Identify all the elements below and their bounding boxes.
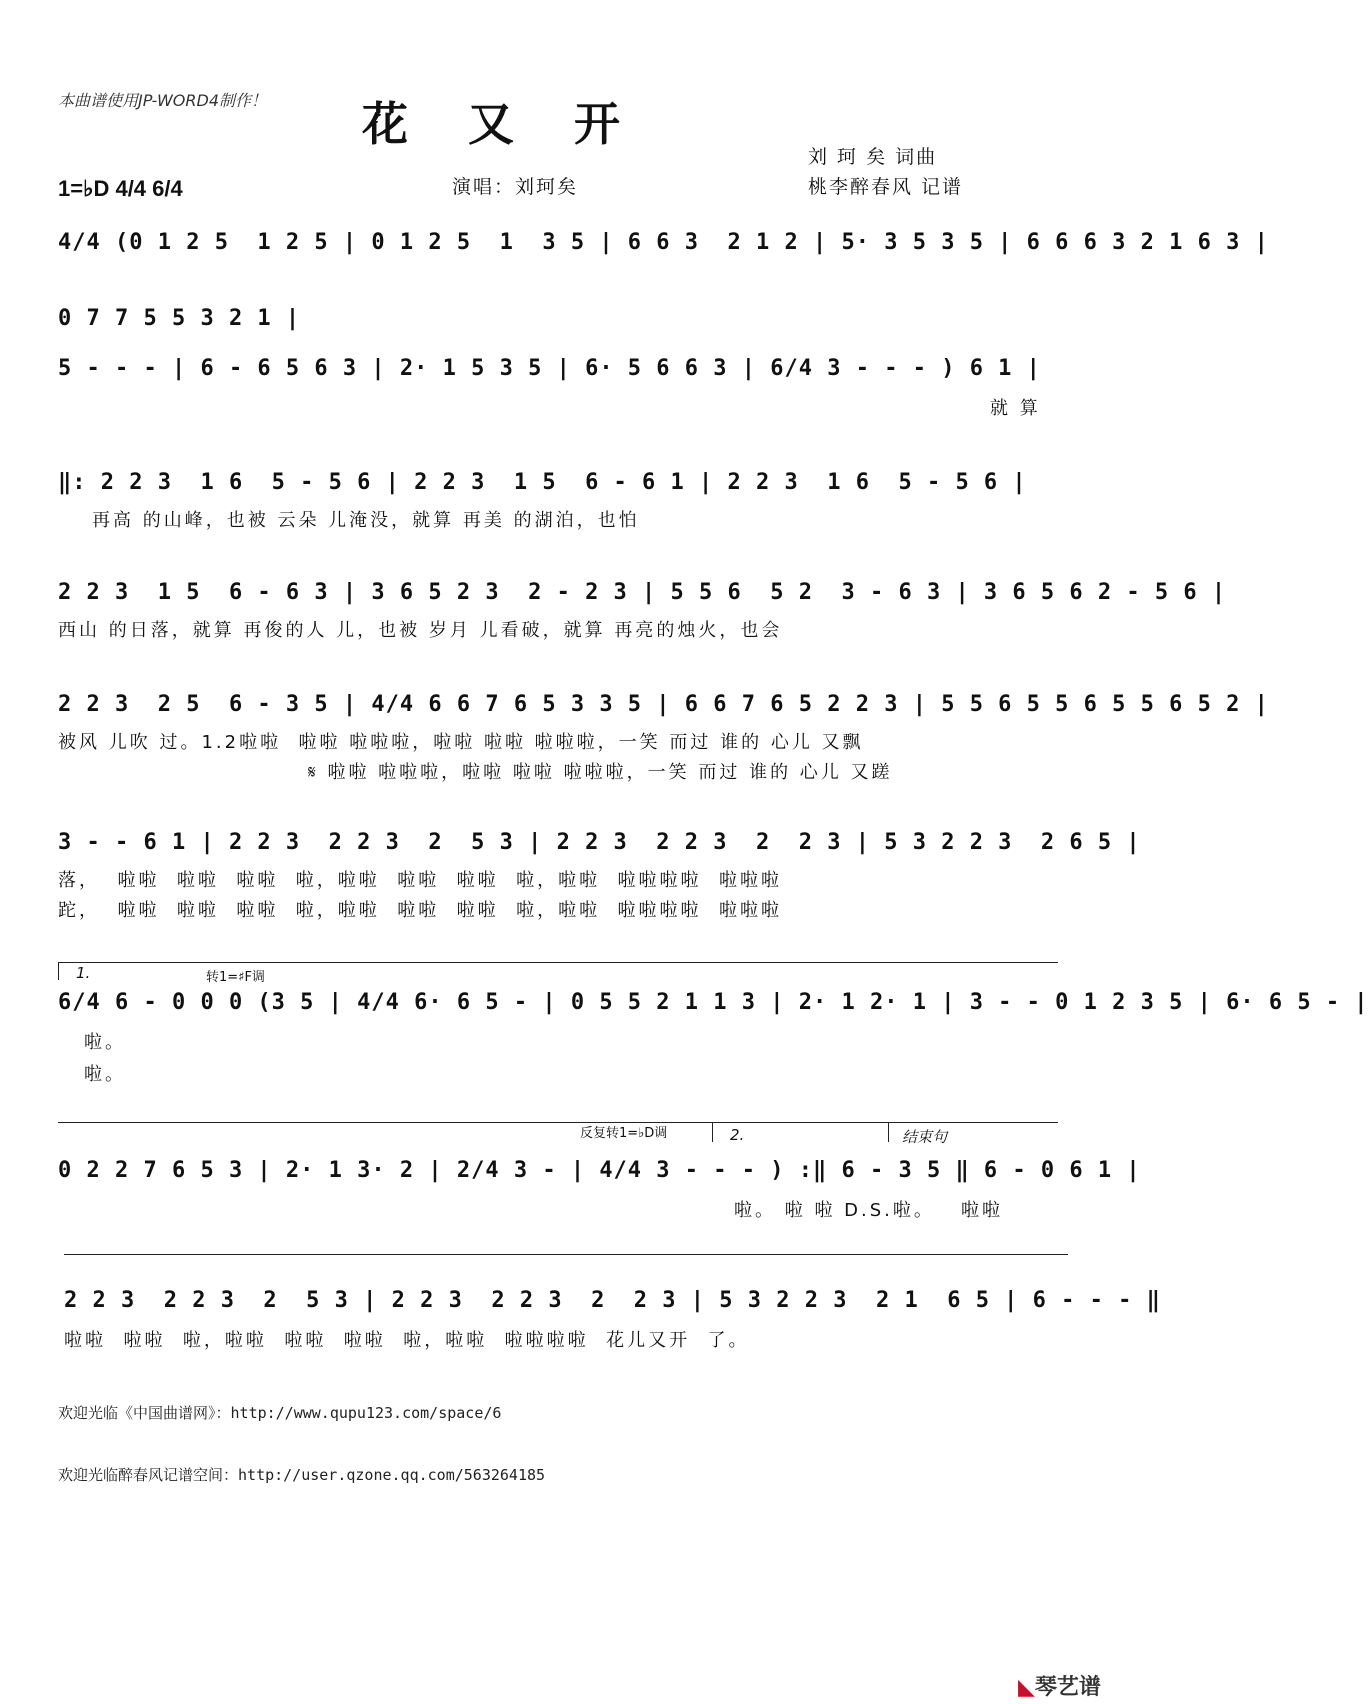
notation-system-9: 0 2 2 7 6 5 3 | 2· 1 3· 2 | 2/4 3 - | 4/4 3 - - - ) :‖ 6 - 3 5 ‖ 6 - 0 6 1 | bbox=[58, 1158, 1141, 1183]
lyric-line: 就 算 bbox=[990, 398, 1041, 419]
system-rule bbox=[64, 1254, 1068, 1255]
site-logo bbox=[1018, 1670, 1101, 1701]
footer-link-qzone[interactable]: 欢迎光临醉春风记谱空间：http://user.qzone.qq.com/563264185 bbox=[58, 1466, 546, 1484]
notation-system-4: ‖: 2 2 3 1 6 5 - 5 6 | 2 2 3 1 5 6 - 6 1 | 2 2 3 1 6 5 - 5 6 | bbox=[58, 470, 1027, 495]
notation-system-10: 2 2 3 2 2 3 2 5 3 | 2 2 3 2 2 3 2 2 3 | 5 3 2 2 3 2 1 6 5 | 6 - - - ‖ bbox=[64, 1288, 1161, 1313]
transcriber-credit: 桃李醉春风 记谱 bbox=[808, 176, 964, 198]
footer-link-qupu123[interactable]: 欢迎光临《中国曲谱网》：http://www.qupu123.com/space/6 bbox=[58, 1404, 502, 1422]
lyric-line: 啦啦 啦啦 啦，啦啦 啦啦 啦啦 啦，啦啦 啦啦啦啦 花儿又开 了。 bbox=[64, 1330, 750, 1351]
volta-bracket-end bbox=[58, 962, 59, 980]
lyric-line: 啦。 bbox=[84, 1032, 126, 1053]
ending-bracket-start bbox=[888, 1122, 889, 1142]
lyric-line: 落， 啦啦 啦啦 啦啦 啦，啦啦 啦啦 啦啦 啦，啦啦 啦啦啦啦 啦啦啦 bbox=[58, 870, 782, 891]
volta-bracket bbox=[58, 962, 1058, 963]
lyric-line: 啦。 啦 啦 D.S.啦。 啦啦 bbox=[734, 1200, 1004, 1221]
notation-system-2: 0 7 7 5 5 3 2 1 | bbox=[58, 306, 301, 331]
logo-text: 琴艺谱 bbox=[1034, 1675, 1101, 1700]
lyric-line: 西山 的日落，就算 再俊的人 儿，也被 岁月 儿看破，就算 再亮的烛火，也会 bbox=[58, 620, 783, 641]
logo-icon: ◣ bbox=[1018, 1675, 1035, 1700]
notation-system-6: 2 2 3 2 5 6 - 3 5 | 4/4 6 6 7 6 5 3 3 5 | 6 6 7 6 5 2 2 3 | 5 5 6 5 5 6 5 5 6 5 2 | bbox=[58, 692, 1269, 717]
credit-note: 本曲谱使用JP-WORD4制作！ bbox=[58, 91, 268, 110]
volta-bracket-start bbox=[712, 1122, 713, 1142]
volta-bracket bbox=[58, 1122, 1058, 1123]
lyric-line: 跎， 啦啦 啦啦 啦啦 啦，啦啦 啦啦 啦啦 啦，啦啦 啦啦啦啦 啦啦啦 bbox=[58, 900, 782, 921]
lyric-line: 啦。 bbox=[84, 1064, 126, 1085]
volta-2-label: 2. bbox=[730, 1126, 745, 1144]
composer-credit: 刘 珂 矣 词曲 bbox=[808, 146, 938, 168]
lyric-line: 被风 儿吹 过。1.2啦啦 啦啦 啦啦啦，啦啦 啦啦 啦啦啦，一笑 而过 谁的 心儿 又飘 bbox=[58, 732, 864, 753]
volta-1-label: 1. bbox=[76, 964, 91, 982]
repeat-modulation-label: 反复转1=♭D调 bbox=[580, 1126, 668, 1141]
notation-system-5: 2 2 3 1 5 6 - 6 3 | 3 6 5 2 3 2 - 2 3 | 5 5 6 5 2 3 - 6 3 | 3 6 5 6 2 - 5 6 | bbox=[58, 580, 1227, 605]
notation-system-1: 4/4 (0 1 2 5 1 2 5 | 0 1 2 5 1 3 5 | 6 6 3 2 1 2 | 5· 3 5 3 5 | 6 6 6 3 2 1 6 3 | bbox=[58, 230, 1269, 255]
ending-label: 结束句 bbox=[902, 1128, 948, 1146]
notation-system-3: 5 - - - | 6 - 6 5 6 3 | 2· 1 5 3 5 | 6· 5 6 6 3 | 6/4 3 - - - ) 6 1 | bbox=[58, 356, 1041, 381]
key-signature: 1=♭D 4/4 6/4 bbox=[58, 176, 183, 201]
lyric-line: 𝄋 啦啦 啦啦啦，啦啦 啦啦 啦啦啦，一笑 而过 谁的 心儿 又蹉 bbox=[308, 762, 893, 783]
page-title: 花又开 bbox=[362, 97, 680, 151]
modulation-label: 转1=♯F调 bbox=[206, 970, 265, 985]
singer-credit: 演唱：刘珂矣 bbox=[452, 176, 579, 198]
lyric-line: 再高 的山峰，也被 云朵 儿淹没，就算 再美 的湖泊，也怕 bbox=[92, 510, 640, 531]
notation-system-7: 3 - - 6 1 | 2 2 3 2 2 3 2 5 3 | 2 2 3 2 2 3 2 2 3 | 5 3 2 2 3 2 6 5 | bbox=[58, 830, 1141, 855]
notation-system-8: 6/4 6 - 0 0 0 (3 5 | 4/4 6· 6 5 - | 0 5 5 2 1 1 3 | 2· 1 2· 1 | 3 - - 0 1 2 3 5 | 6· 6 5 - | bbox=[58, 990, 1369, 1015]
